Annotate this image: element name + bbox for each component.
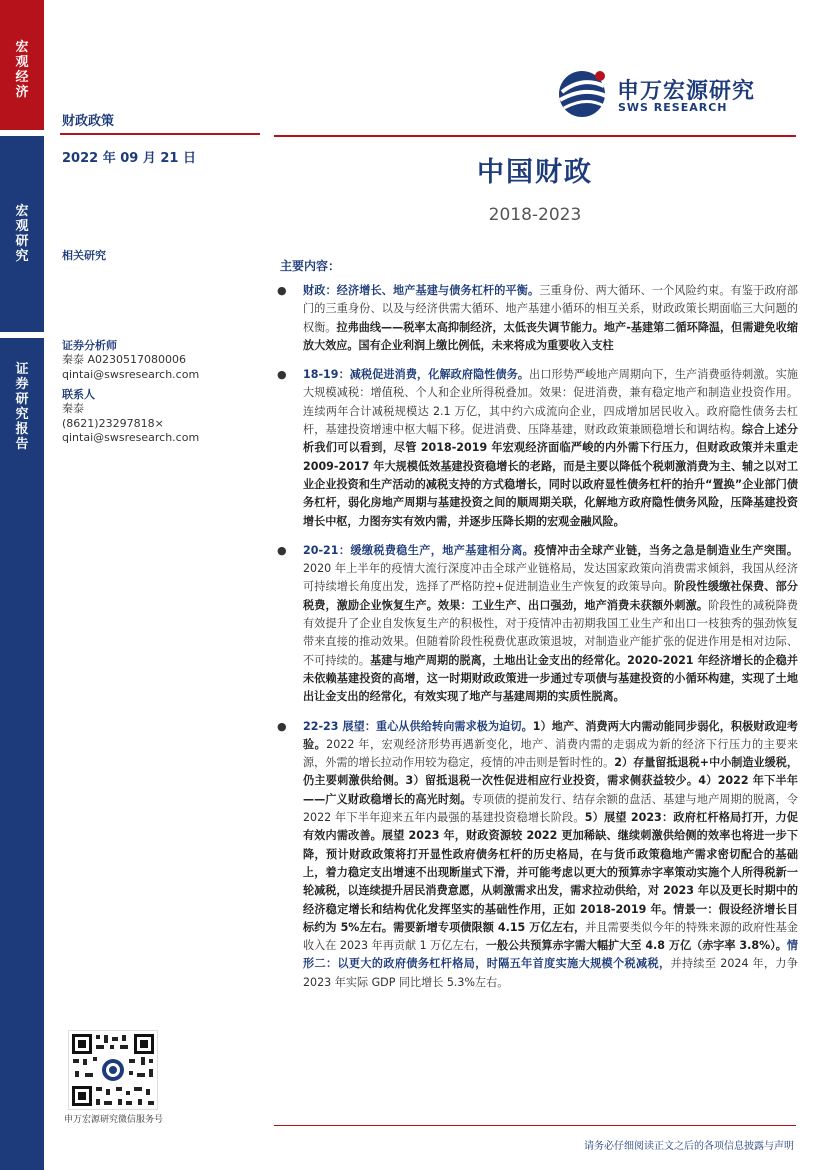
bullet-bold: 阶段性缓缴社保费、部分税费，激励企业恢复生产。效果：工业生产、出口强劲，地产消费未获额外刺激。 (303, 580, 798, 612)
bullet-lead: 20-21：缓缴税费稳生产，地产基建相分离。 (303, 543, 535, 557)
summary-heading: 主要内容： (280, 259, 341, 273)
contact-label: 联系人 (62, 388, 95, 401)
bullet-icon: ● (277, 368, 287, 382)
bullet-body: 出口形势严峻地产周期向下，生产消费亟待刺激。实施大规模减税：增值税、个人和企业所得税叠加。效果：促进消费，兼有稳定地产和制造业投资作用。连续两年合计减税规模达 2.1 万亿，其中约六成流向企业，四成增加居民收入。政府隐性债务去杠杆，基建投资增速中枢大幅下移。促进消费、压降基建，财政政策兼顾稳增长和调结构。 (303, 368, 798, 437)
sidebar-section-securities-report (0, 338, 44, 1170)
bullet-body: 并持续至 2024 年，力争 2023 年实际 GDP 同比增长 5.3%左右。 (303, 957, 798, 989)
bullet-bold: 5）展望 2023：政府杠杆格局打开，力促有效内需改善。展望 2023 年，财政资源较 2022 更加稀缺、继续刺激供给侧的效率也将进一步下降，预计财政政策将打开显性政府债务杠杆的历史格局，在与货币政策稳地产需求密切配合的基础上，着力稳定支出增速不出现断崖式下滑，并可能考虑以更大的预算赤字率策动实施个人所得税新一轮减税，以连续提升居民消费意愿，从刺激需求出发，需求拉动供给，对 2023 年以及更长时期中的经济稳定增长和结构优化发挥坚实的基础性作用，正如 2018-2019 年。情景一：假设经济增长目标约为 5%左右。需要新增专项债限额 4.15 万亿左右， (303, 811, 798, 934)
bullet-bold: 拉弗曲线——税率太高抑制经济，太低丧失调节能力。地产-基建第二循环降温，但需避免收缩放大效应。国有企业利润上缴比例低，未来将成为重要收入支柱 (303, 320, 798, 352)
report-subtitle: 2018-2023 (488, 205, 582, 225)
report-date: 2022 年 09 月 21 日 (62, 151, 196, 166)
bullet-body: 专项债的提前发行、结存余额的盘活、基建与地产周期的脱离，令 2022 年下半年迎来五年内最强的基建投资稳增长阶段。 (303, 792, 798, 825)
summary-bullet (274, 366, 798, 531)
summary-content (274, 282, 798, 992)
bullet-bold: 1）地产、消费两大内需动能同步弱化，积极财政迎考验。 (303, 719, 798, 751)
bullet-body: 阶段性的减税降费有效提升了企业自发恢复生产的积极性，对于疫情冲击初期我国工业生产和出口一枝独秀的强劲恢复带来直接的推动效果。但随着阶段性税费优惠政策退坡，对制造业产能扩张的促进作用是相对边际、不可持续的。 (303, 598, 798, 667)
bullet-body: 2020 年上半年的疫情大流行深度冲击全球产业链格局，发达国家政策向消费需求倾斜，我国从经济可持续增长角度出发，选择了严格防控+促进制造业生产恢复的政策导向。 (303, 562, 798, 594)
bullet-lead: 18-19：减税促进消费，化解政府隐性债务。 (303, 368, 530, 382)
header-divider (274, 135, 796, 137)
bullet-bold: 综合上述分析我们可以看到，尽管 2018-2019 年宏观经济面临严峻的内外需下行压力，但财政政策并未重走 2009-2017 年大规模低效基建投资稳增长的老路，而是主要以降低个税刺激消费为主、辅之以对工业企业投资和生产活动的减税支持的方式稳增长，同时以政府显性债务杠杆的抬升“置换”企业部门债务杠杆，弱化房地产周期与基建投资之间的顺周期关联，化解地方政府隐性债务风险，压降基建投资增长中枢，力图夯实有效内需，并逐步压降长期的宏观金融风险。 (303, 423, 798, 528)
bullet-highlight: 情形二：以更大的政府债务杠杆格局，时隔五年首度实施大规模个税减税， (303, 939, 798, 971)
bullet-body: 三重身份、两大循环、一个风险约束。有鉴于政府部门的三重身份、以及与经济供需大循环、地产基建小循环的相互关系，财政政策长期面临三大问题的权衡。 (303, 284, 798, 334)
bullet-bold: 基建与地产周期的脱离，土地出让金支出的经常化。2020-2021 年经济增长的企稳并未依赖基建投资的高增，这一时期财政政策进一步通过专项债与基建投资的小循环构建，实现了土地出让金支出的经常化，有效实现了地产与基建周期的实质性脱离。 (303, 653, 798, 704)
disclaimer-footer[interactable]: 请务必仔细阅读正文之后的各项信息披露与声明 (584, 1141, 794, 1152)
logo-text-en: SWS RESEARCH (618, 101, 728, 114)
contact-phone: (8621)23297818× (62, 417, 164, 430)
company-logo (556, 68, 796, 118)
bullet-icon: ● (277, 719, 287, 733)
qr-code-icon (69, 1031, 157, 1109)
sws-logo-icon (556, 68, 614, 118)
bullet-lead: 财政：经济增长、地产基建与债务杠杆的平衡。 (303, 284, 540, 297)
bullet-icon: ● (277, 284, 287, 297)
contact-email[interactable]: qintai@swsresearch.com (62, 431, 200, 444)
contact-name: 秦泰 (62, 402, 84, 415)
bullet-bold: 一般公共预算赤字需大幅扩大至 4.8 万亿（赤字率 3.8%）。 (485, 939, 787, 953)
bullet-bold: 疫情冲击全球产业链，当务之急是制造业生产突围。 (534, 543, 798, 557)
bullet-body: 并且需要类似今年的特殊来源的政府性基金收入在 2023 年再贡献 1 万亿左右， (303, 920, 798, 953)
sidebar-section-label: 证券研究报告 (15, 362, 29, 452)
summary-bullet (274, 542, 798, 707)
summary-bullet (274, 718, 798, 992)
analyst-email[interactable]: qintai@swsresearch.com (62, 368, 200, 381)
bullet-bold: 2）存量留抵退税+中小制造业缓税，仍主要刺激供给侧。3）留抵退税一次性促进相应行业投资，需求侧获益较少。4）2022 年下半年——广义财政稳增长的高光时刻。 (303, 756, 798, 806)
footer-divider (274, 1125, 796, 1126)
sidebar-section-label: 宏观研究 (15, 204, 29, 264)
sidebar-section-macro-economy (0, 0, 44, 130)
sidebar-section-macro-research (0, 136, 44, 332)
related-research-label: 相关研究 (62, 249, 106, 262)
report-category: 财政政策 (62, 114, 115, 129)
summary-bullet (274, 282, 798, 355)
sidebar-section-label: 宏观经济 (15, 40, 29, 100)
qr-caption: 申万宏源研究微信服务号 (64, 1115, 164, 1125)
analyst-label: 证券分析师 (62, 339, 117, 352)
bullet-icon: ● (277, 543, 287, 557)
category-divider (60, 133, 260, 135)
bullet-body: 2022 年，宏观经济形势再遇新变化，地产、消费内需的走弱成为新的经济下行压力的主要来源，外需的增长拉动作用较为稳定，疫情的冲击则是暂时性的。 (303, 737, 798, 770)
analyst-name-id: 秦泰 A0230517080006 (62, 353, 187, 366)
wechat-qr-code (68, 1030, 158, 1110)
bullet-lead: 22-23 展望：重心从供给转向需求极为迫切。 (303, 719, 533, 733)
logo-text-cn: 申万宏源研究 (617, 79, 756, 104)
report-title: 中国财政 (477, 157, 593, 188)
